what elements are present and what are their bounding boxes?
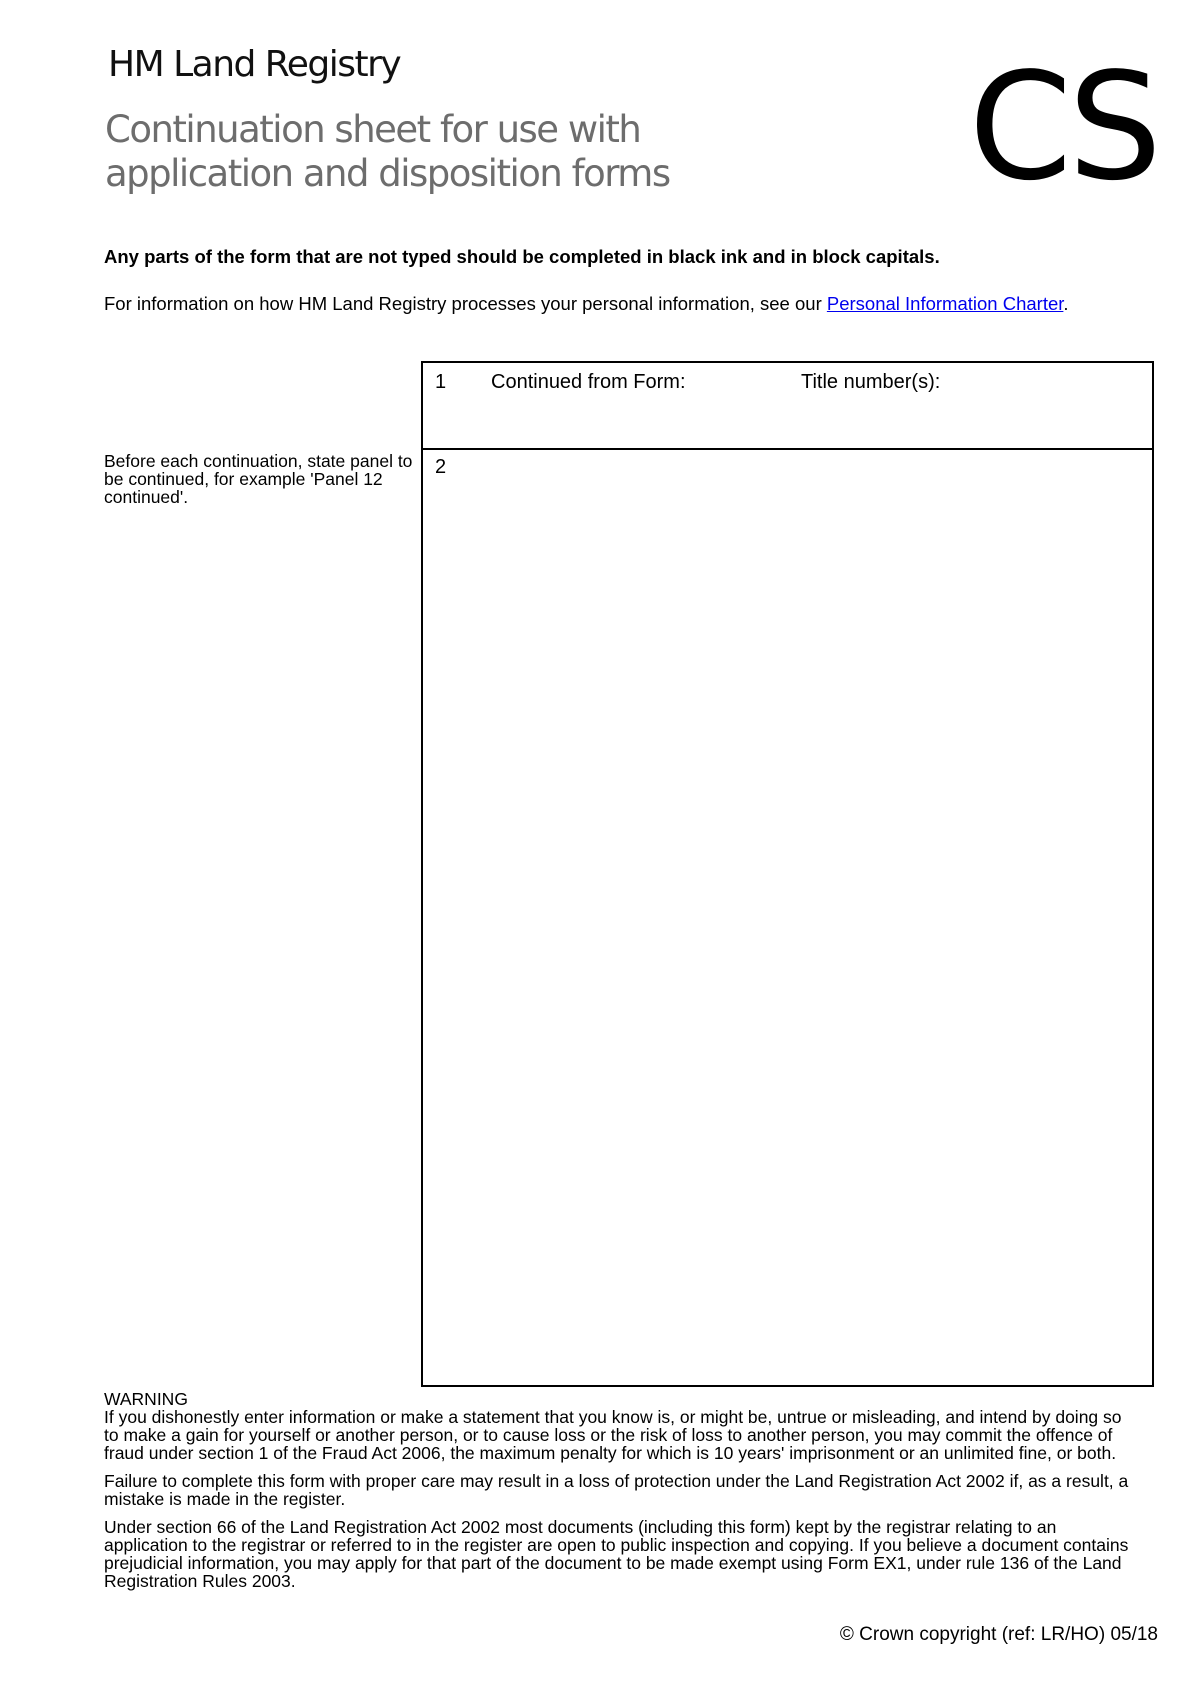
form-title [105,108,670,196]
title-numbers-field[interactable] [801,401,1145,439]
panel-2-number: 2 [435,456,447,478]
completion-instruction: Any parts of the form that are not typed should be completed in black ink and in block capitals. [104,246,940,267]
privacy-notice [104,292,1104,315]
continued-from-form-label: Continued from Form: [491,371,686,393]
form-code: CS [968,41,1158,213]
personal-information-charter-link[interactable]: Personal Information Charter [826,293,1064,314]
warning-heading: WARNING [104,1389,188,1409]
panel-1 [423,363,1152,450]
privacy-notice-suffix: . [1063,293,1069,314]
panel-1-number: 1 [435,371,447,393]
warning-protection-paragraph: Failure to complete this form with proper care may result in a loss of protection under the Land Registration Act 2002 if, as a result, a mistake is made in the register. [104,1471,1129,1509]
warning-section [104,1390,1134,1600]
continued-from-form-field[interactable] [491,401,785,439]
form-title-line-1: Continuation sheet for use with [105,108,641,151]
warning-fraud-paragraph: If you dishonestly enter information or make a statement that you know is, or might be, untrue or misleading, and intend by doing so to make a gain for yourself or another person, or to cause loss or the risk of loss to another person, you may commit the offence of fraud under section 1 of the Fraud Act 2006, the maximum penalty for which is 10 years' imprisonment or an unlimited fine, or both. [104,1407,1122,1463]
title-numbers-label: Title number(s): [801,371,941,393]
panel-2 [423,450,1152,1385]
crown-copyright: © Crown copyright (ref: LR/HO) 05/18 [839,1624,1158,1645]
continuation-text-field[interactable] [463,458,1144,1377]
form-panels [421,361,1154,1387]
organisation-name: HM Land Registry [108,44,401,85]
panel-2-guidance-note: Before each continuation, state panel to be continued, for example 'Panel 12 continued'. [104,451,413,507]
warning-inspection-paragraph: Under section 66 of the Land Registration Act 2002 most documents (including this form) kept by the registrar relating to an application to the registrar or referred to in the register are open to public inspection and copying. If you believe a document contains prejudicial information, you may apply for that part of the document to be made exempt using Form EX1, under rule 136 of the Land Registration Rules 2003. [104,1517,1129,1591]
privacy-notice-text: For information on how HM Land Registry processes your personal information, see our [104,293,827,314]
form-title-line-2: application and disposition forms [105,152,670,195]
